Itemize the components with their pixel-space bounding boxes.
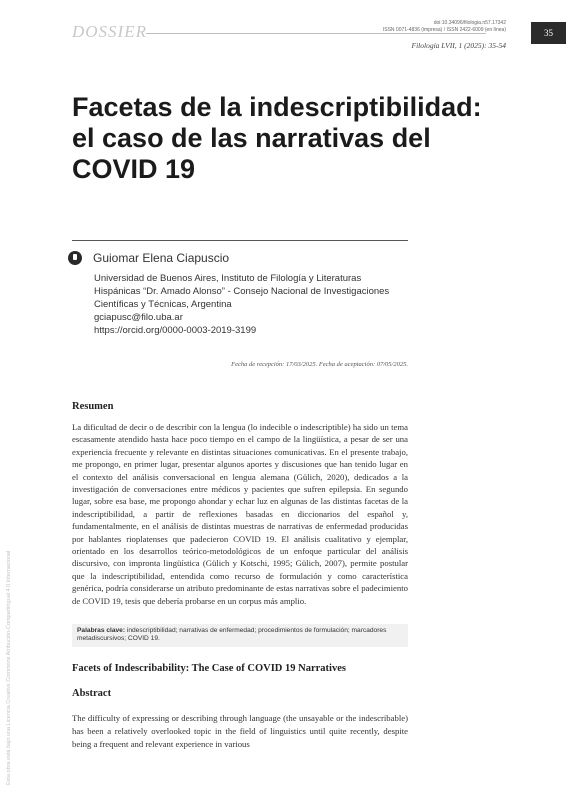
license-notice[interactable]: Esta obra está bajo una Licencia Creative Commons Atribución-CompartirIgual 4.0 Internacional	[6, 550, 12, 785]
orcid-link[interactable]: https://orcid.org/0000-0003-2019-3199	[94, 325, 257, 336]
keywords-label: Palabras clave:	[77, 627, 126, 634]
affiliation-line: Hispánicas “Dr. Amado Alonso” - Consejo Nacional de Investigaciones	[94, 286, 390, 297]
affiliation-line: Universidad de Buenos Aires, Instituto de Filología y Literaturas	[94, 273, 362, 284]
submission-dates: Fecha de recepción: 17/03/2025. Fecha de aceptación: 07/05/2025.	[231, 361, 408, 368]
running-header	[72, 18, 524, 54]
resumen-text: La dificultad de decir o de describir con la lengua (lo indecible o indescriptible) ha sido un tema escasamente atendido hasta hace poco tiempo en el campo de la lingüística, a pesar de ser una experiencia frecuente y relevante en distintas situaciones comunicativas. En el presente trabajo, me propongo, en primer lugar, presentar algunos aportes y discusiones que han tenido lugar en el contexto del análisis conversacional en lengua alemana (Gülich, 2020), dedicados a la investigación de conversaciones entre médicos y pacientes que sufren epilepsia. En segundo lugar, sobre esa base, me propongo ahondar y echar luz en algunas de las distintas facetas de la indescriptibilidad, a partir de reflexiones basadas en diccionarios del español y, fundamentalmente, en el análisis de distintas muestras de narrativas de enfermedad producidas por hablantes rioplatenses que padecieron COVID 19. El análisis cualitativo y ejemplar, orientado en los desarrollos teórico-metodológicos de un enfoque particular del análisis discursivo, con impronta lingüística (Gülich y Kotschi, 1995; Gülich, 2007), permite postular que la indescriptibilidad, entendida como recurso de formulación y como característica genérica, podría considerarse un atributo predominante de estas narrativas sobre el padecimiento de COVID 19, tesis que debería probarse en un corpus más amplio.	[72, 422, 408, 606]
title-line: Facetas de la indescriptibilidad:	[72, 92, 482, 122]
section-label: DOSSIER	[72, 22, 147, 41]
issn-text: ISSN 0071-4836 (impresa) / ISSN 2422-6009 (en línea)	[382, 26, 506, 33]
abstract-text: The difficulty of expressing or describing through language (the unsayable or the indescribable) has been a relatively overlooked topic in the field of linguistics until quite recently, despite being a frequent and relevant experience in various	[72, 713, 408, 749]
author-row	[68, 251, 229, 265]
orcid-icon[interactable]	[68, 251, 82, 265]
journal-citation: Filología LVII, 1 (2025): 35-54	[411, 41, 506, 50]
author-email[interactable]: gciapusc@filo.uba.ar	[94, 312, 183, 323]
keywords-text: indescriptibilidad; narrativas de enfermedad; procedimientos de formulación; marcadores metadiscursivos; COVID 19.	[77, 627, 387, 643]
title-line: COVID 19	[72, 154, 196, 184]
resumen-heading: Resumen	[72, 401, 114, 412]
abstract-heading: Abstract	[72, 688, 112, 699]
header-rule	[146, 33, 486, 34]
keywords-box	[72, 624, 408, 647]
author-name: Guiomar Elena Ciapuscio	[93, 251, 230, 265]
author-affiliation	[94, 272, 389, 337]
publication-meta	[383, 20, 506, 33]
title-line: el caso de las narrativas del	[72, 123, 431, 153]
affiliation-line: Científicas y Técnicas, Argentina	[94, 299, 232, 310]
page-number: 35	[531, 22, 566, 44]
doi-link[interactable]: doi:10.34096/filologia.n57.17342	[433, 20, 506, 26]
english-title: Facets of Indescribability: The Case of COVID 19 Narratives	[72, 663, 346, 674]
article-title	[72, 92, 502, 185]
author-divider	[72, 240, 408, 241]
